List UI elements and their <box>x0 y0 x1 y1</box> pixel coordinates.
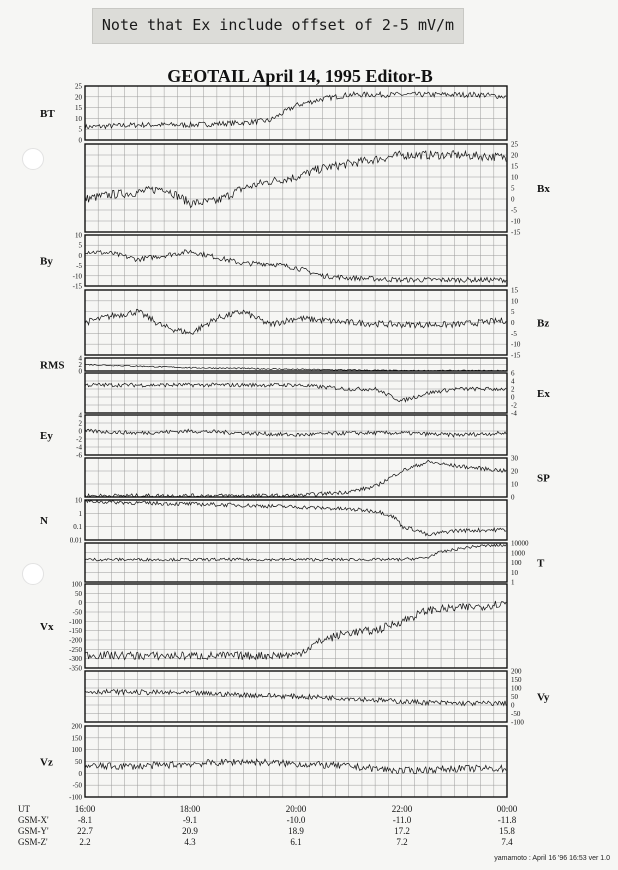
axis-row-value: 00:00 <box>496 804 518 814</box>
note-text: Note that Ex include offset of 2-5 mV/m <box>101 16 455 34</box>
axis-row-value: 22.7 <box>77 826 93 836</box>
tick-label: -50 <box>511 710 521 718</box>
axis-row-value: 18.9 <box>288 826 304 836</box>
tick-label: -4 <box>76 443 82 452</box>
tick-label: 5 <box>78 241 82 250</box>
tick-label: 50 <box>75 758 82 766</box>
tick-label: 0.1 <box>73 523 82 532</box>
tick-label: 1 <box>78 509 82 518</box>
tick-label: 0.01 <box>69 536 82 545</box>
tick-label: 0 <box>511 701 515 710</box>
tick-label: -2 <box>76 435 82 444</box>
tick-label: 30 <box>511 454 518 463</box>
tick-label: 100 <box>511 559 522 567</box>
tick-label: 5 <box>78 125 82 134</box>
tick-label: -10 <box>72 272 82 281</box>
panel-label-bx: Bx <box>537 183 550 195</box>
tick-label: -5 <box>511 329 517 338</box>
series-line-t <box>85 544 506 561</box>
panel-label-vx: Vx <box>40 621 54 633</box>
tick-label: 10 <box>75 496 82 505</box>
tick-label: -2 <box>511 401 517 410</box>
axis-row-label: UT <box>18 804 30 814</box>
tick-label: -50 <box>72 781 82 790</box>
tick-label: -15 <box>511 228 521 237</box>
tick-label: 10000 <box>511 539 529 548</box>
footer-credit: yamamoto : April 16 '96 16:53 ver 1.0 <box>494 855 610 862</box>
series-line-vz <box>85 759 506 774</box>
axis-row-value: 6.1 <box>290 837 302 847</box>
tick-label: 0 <box>78 427 82 436</box>
tick-label: 20 <box>511 151 518 160</box>
axis-row-label: GSM-X' <box>18 815 49 825</box>
tick-label: 15 <box>511 162 518 171</box>
panel-label-vz: Vz <box>40 756 53 769</box>
tick-label: 200 <box>511 667 522 676</box>
series-line-vy <box>85 689 506 705</box>
series-line-ey <box>85 429 506 437</box>
tick-label: 10 <box>511 297 518 306</box>
tick-label: -10 <box>511 340 521 349</box>
axis-row-label: GSM-Y' <box>18 826 49 836</box>
tick-label: -300 <box>69 655 82 664</box>
tick-label: 20 <box>511 467 518 476</box>
tick-label: 0 <box>78 769 82 778</box>
axis-row-label: GSM-Z' <box>18 837 48 847</box>
tick-label: 50 <box>75 589 82 598</box>
tick-label: 150 <box>71 734 82 743</box>
tick-label: -100 <box>69 617 82 626</box>
tick-label: 10 <box>511 173 518 182</box>
tick-label: 1000 <box>511 549 525 558</box>
tick-label: 10 <box>75 114 82 123</box>
axis-row-value: -11.8 <box>497 815 517 825</box>
series-line-n <box>85 500 506 536</box>
tick-label: 0 <box>78 599 82 608</box>
tick-label: 2 <box>78 419 82 428</box>
tick-label: 10 <box>75 231 82 240</box>
tick-label: 15 <box>75 104 82 113</box>
tick-label: -10 <box>511 217 521 226</box>
panel-label-n: N <box>40 515 48 527</box>
panel-label-bt: BT <box>40 108 55 120</box>
tick-label: 0 <box>78 367 82 376</box>
tick-label: 0 <box>78 251 82 260</box>
tick-label: 10 <box>511 480 518 489</box>
tick-label: 0 <box>511 319 515 327</box>
tick-label: 2 <box>511 385 515 394</box>
tick-label: -5 <box>76 262 82 271</box>
axis-row-value: -10.0 <box>286 815 306 825</box>
tick-label: 0 <box>511 195 515 204</box>
series-line-by <box>85 250 506 283</box>
panel-label-t: T <box>537 557 545 570</box>
series-line-bz <box>85 309 506 334</box>
tick-label: -5 <box>511 206 517 215</box>
tick-label: 5 <box>511 184 515 193</box>
tick-label: 4 <box>511 377 515 386</box>
tick-label: 200 <box>71 722 82 731</box>
series-line-bt <box>85 92 506 130</box>
tick-label: -100 <box>511 718 524 727</box>
panel-label-bz: Bz <box>537 317 550 330</box>
series-line-vx <box>85 601 506 660</box>
tick-label: 25 <box>75 82 82 91</box>
tick-label: 5 <box>511 308 515 317</box>
tick-label: 100 <box>71 746 82 755</box>
axis-row-value: 4.3 <box>184 837 196 847</box>
tick-label: 0 <box>78 136 82 145</box>
axis-row-value: 7.4 <box>501 837 513 847</box>
axis-row-value: 20:00 <box>285 804 307 814</box>
tick-label: 20 <box>75 93 82 102</box>
axis-row-value: 2.2 <box>79 837 91 847</box>
tick-label: -100 <box>69 793 82 802</box>
tick-label: 1 <box>511 578 515 587</box>
series-line-sp <box>85 460 506 497</box>
tick-label: -4 <box>511 409 517 418</box>
axis-row-value: 20.9 <box>182 826 198 836</box>
tick-label: -250 <box>69 645 82 654</box>
tick-label: 0 <box>511 493 515 502</box>
axis-row-value: 15.8 <box>499 826 515 836</box>
series-line-rms <box>85 364 506 371</box>
tick-label: 100 <box>511 684 522 693</box>
tick-label: -200 <box>69 636 82 645</box>
panel-label-sp: SP <box>537 472 550 485</box>
tick-label: -6 <box>76 451 82 460</box>
axis-row-value: 17.2 <box>394 826 410 836</box>
tick-label: 100 <box>71 580 82 589</box>
axis-row-value: 22:00 <box>391 804 413 814</box>
axis-row-value: -8.1 <box>77 815 93 825</box>
tick-label: 0 <box>511 393 515 402</box>
series-line-ex <box>85 383 506 402</box>
tick-label: -15 <box>511 351 521 360</box>
axis-row-value: -9.1 <box>182 815 198 825</box>
tick-label: 25 <box>511 140 518 149</box>
panel-label-vy: Vy <box>537 691 550 704</box>
panel-label-ex: Ex <box>537 388 550 400</box>
panel-label-by: By <box>40 255 53 268</box>
tick-label: 10 <box>511 568 518 577</box>
tick-label: 4 <box>78 354 82 363</box>
tick-label: -50 <box>72 608 82 617</box>
tick-label: 15 <box>511 286 518 295</box>
chart-title: GEOTAIL April 14, 1995 Editor-B <box>167 66 433 86</box>
panel-label-rms: RMS <box>40 359 65 372</box>
axis-row-value: -11.0 <box>392 815 412 825</box>
tick-label: 6 <box>511 369 515 378</box>
tick-label: -350 <box>69 664 82 673</box>
tick-label: 50 <box>511 693 518 701</box>
panel-label-ey: Ey <box>40 430 53 442</box>
tick-label: 2 <box>78 361 82 369</box>
tick-label: -150 <box>69 627 82 636</box>
axis-row-value: 18:00 <box>179 804 201 814</box>
axis-row-value: 7.2 <box>396 837 408 847</box>
tick-label: 150 <box>511 676 522 684</box>
axis-row-value: 16:00 <box>74 804 96 814</box>
tick-label: -15 <box>72 282 82 291</box>
tick-label: 4 <box>78 411 82 420</box>
